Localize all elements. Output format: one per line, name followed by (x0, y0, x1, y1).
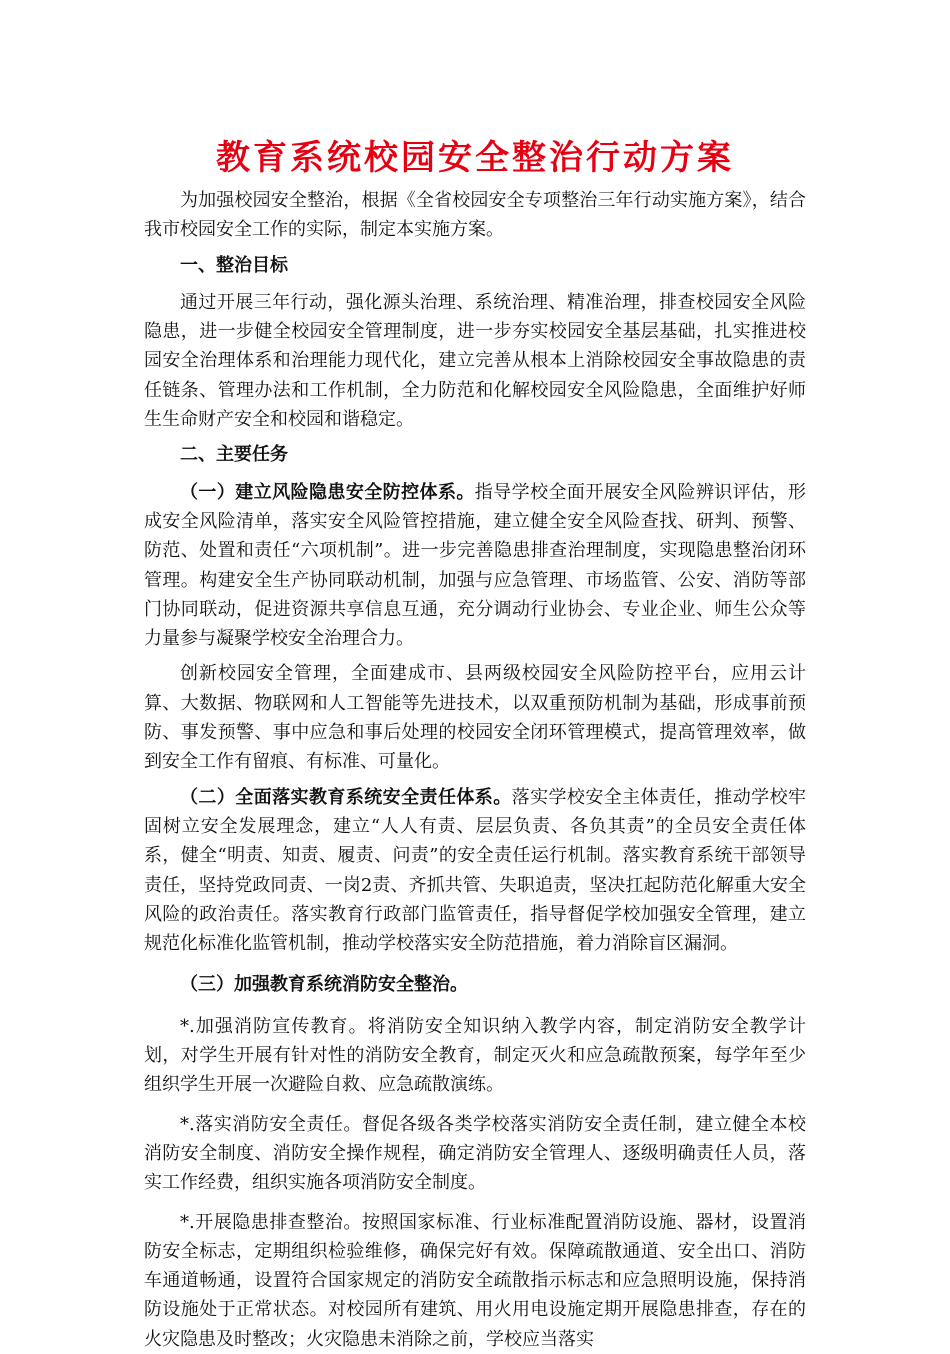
intro-paragraph: 为加强校园安全整治，根据《全省校园安全专项整治三年行动实施方案》，结合我市校园安全工作的实际，制定本实施方案。 (144, 190, 806, 241)
bullet-fire-education: *.加强消防宣传教育。将消防安全知识纳入教学内容，制定消防安全教学计划，对学生开展有针对性的消防安全教育，制定灭火和应急疏散预案，每学年至少组织学生开展一次避险自救、应急疏散演练。 (144, 1015, 806, 1096)
task1-text: 指导学校全面开展安全风险辨识评估，形成安全风险清单，落实安全风险管控措施，建立健全安全风险查找、研判、预警、防范、处置和责任“六项机制”。进一步完善隐患排查治理制度，实现隐患整治闭环管理。构建安全生产协同联动机制，加强与应急管理、市场监管、公安、消防等部门协同联动，促进资源共享信息互通，充分调动行业协会、专业企业、师生公众等力量参与凝聚学校安全治理合力。 (144, 481, 807, 650)
task1-paragraph (144, 478, 806, 654)
task1-title: （一）建立风险隐患安全防控体系。 (180, 481, 475, 503)
bullet-fire-responsibility: *.落实消防安全责任。督促各级各类学校落实消防安全责任制，建立健全本校消防安全制度、消防安全操作规程，确定消防安全管理人、逐级明确责任人员，落实工作经费，组织实施各项消防安全制度。 (144, 1113, 806, 1194)
section1-heading: 一、整治目标 (180, 254, 288, 276)
task3-title: （三）加强教育系统消防安全整治。 (180, 974, 468, 996)
section2-heading: 二、主要任务 (180, 444, 288, 466)
document-body (144, 186, 806, 1354)
task2-text: 落实学校安全主体责任，推动学校牢固树立安全发展理念，建立“人人有责、层层负责、各负其责”的全员安全责任体系，健全“明责、知责、履责、问责”的安全责任运行机制。落实教育系统干部领导责任，坚持党政同责、一岗2责、齐抓共管、失职追责，坚决扛起防范化解重大安全风险的政治责任。落实教育行政部门监管责任，指导督促学校加强安全管理，建立规范化标准化监管机制，推动学校落实安全防范措施，着力消除盲区漏洞。 (144, 786, 807, 955)
section1-paragraph: 通过开展三年行动，强化源头治理、系统治理、精准治理，排查校园安全风险隐患，进一步健全校园安全管理制度，进一步夯实校园安全基层基础，扎实推进校园安全治理体系和治理能力现代化，建立完善从根本上消除校园安全事故隐患的责任链条、管理办法和工作机制，全力防范和化解校园安全风险隐患，全面维护好师生生命财产安全和校园和谐稳定。 (144, 291, 806, 431)
bullet-hazard-inspection: *.开展隐患排查整治。按照国家标准、行业标准配置消防设施、器材，设置消防安全标志，定期组织检验维修，确保完好有效。保障疏散通道、安全出口、消防车通道畅通，设置符合国家规定的消防安全疏散指示标志和应急照明设施，保持消防设施处于正常状态。对校园所有建筑、用火用电设施定期开展隐患排查，存在的火灾隐患及时整改；火灾隐患未消除之前，学校应当落实 (144, 1211, 806, 1350)
task2-paragraph (144, 783, 806, 959)
document-title: 教育系统校园安全整治行动方案 (216, 138, 734, 178)
task1-paragraph-2: 创新校园安全管理，全面建成市、县两级校园安全风险防控平台，应用云计算、大数据、物联网和人工智能等先进技术，以双重预防机制为基础，形成事前预防、事发预警、事中应急和事后处理的校园安全闭环管理模式，提高管理效率，做到安全工作有留痕、有标准、可量化。 (144, 663, 806, 773)
task2-title: （二）全面落实教育系统安全责任体系。 (180, 786, 512, 808)
